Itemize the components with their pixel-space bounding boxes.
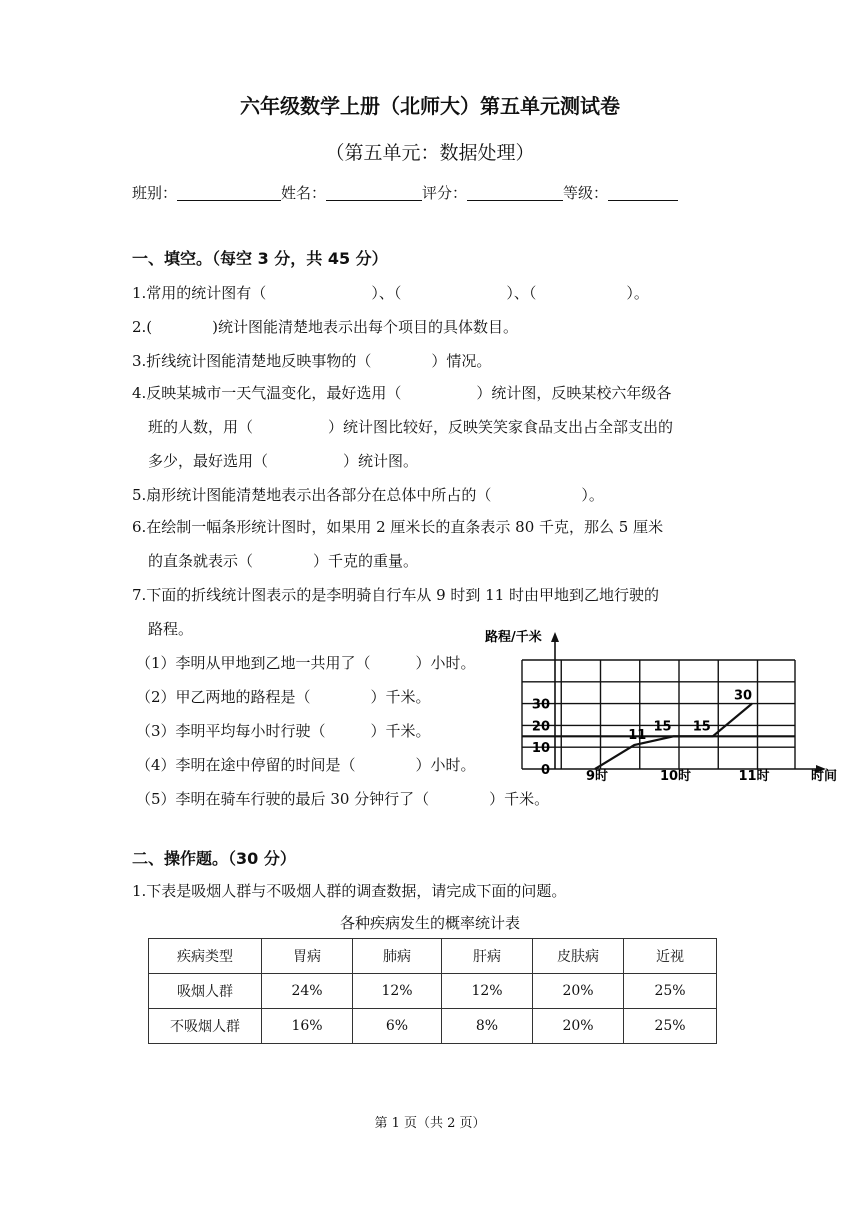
table-row — [149, 1009, 717, 1044]
name-label: 姓名： — [281, 184, 327, 202]
section2-heading: 二、操作题。（30 分） — [132, 849, 296, 868]
table-cell: 6% — [353, 1009, 442, 1044]
question-7-sub5: （5）李明在骑车行驶的最后 30 分钟行了（ ）千米。 — [136, 790, 550, 808]
chart-axes — [522, 632, 826, 773]
table-cell: 吸烟人群 — [149, 974, 262, 1009]
chart-y-tick-label: 0 — [540, 763, 550, 778]
table-cell: 20% — [533, 1009, 624, 1044]
chart-point-label: 11 — [628, 728, 647, 744]
question-7-sub4: （4）李明在途中停留的时间是（ ）小时。 — [136, 756, 476, 774]
question-7-sub1: （1）李明从甲地到乙地一共用了（ ）小时。 — [136, 654, 476, 672]
section2-question-1: 1.下表是吸烟人群与不吸烟人群的调查数据，请完成下面的问题。 — [132, 882, 567, 900]
page-footer: 第 1 页（共 2 页） — [374, 1116, 486, 1131]
chart-y-axis-arrow — [551, 632, 559, 642]
table-header-row — [149, 939, 717, 974]
chart-grid — [522, 660, 795, 769]
page-subtitle: （第五单元：数据处理） — [325, 142, 535, 164]
table-cell: 8% — [442, 1009, 533, 1044]
table-row — [149, 974, 717, 1009]
chart-x-axis-label: 时间 — [811, 769, 838, 784]
chart-y-tick-label: 20 — [531, 719, 550, 735]
question-5: 5.扇形统计图能清楚地表示出各部分在总体中所占的（ ）。 — [132, 486, 604, 504]
table-header-cell: 胃病 — [262, 939, 353, 974]
chart-point-labels — [628, 689, 752, 743]
table-header-cell: 肝病 — [442, 939, 533, 974]
score-label: 评分： — [422, 184, 468, 202]
chart-y-axis-label: 路程/千米 — [485, 630, 542, 645]
section1-heading: 一、填空。（每空 3 分，共 45 分） — [132, 249, 388, 268]
question-7-line2: 路程。 — [148, 620, 194, 638]
table-cell: 24% — [262, 974, 353, 1009]
class-label: 班别： — [132, 184, 178, 202]
question-6-line1: 6.在绘制一幅条形统计图时，如果用 2 厘米长的直条表示 80 千克，那么 5 厘米 — [132, 518, 664, 536]
question-2: 2.( )统计图能清楚地表示出每个项目的具体数目。 — [132, 318, 519, 336]
table-cell: 12% — [353, 974, 442, 1009]
chart-point-label: 15 — [692, 719, 711, 735]
table-caption: 各种疾病发生的概率统计表 — [339, 914, 520, 932]
page-title: 六年级数学上册（北师大）第五单元测试卷 — [240, 94, 620, 118]
chart-x-tick-label: 11时 — [738, 769, 770, 784]
question-4-line3: 多少，最好选用（ ）统计图。 — [148, 452, 419, 470]
question-4-line1: 4.反映某城市一天气温变化，最好选用（ ）统计图，反映某校六年级各 — [132, 384, 672, 402]
chart-y-tick-label: 10 — [531, 741, 550, 757]
table-cell: 不吸烟人群 — [149, 1009, 262, 1044]
chart-x-tick-label: 9时 — [585, 769, 609, 784]
table-header-cell: 肺病 — [353, 939, 442, 974]
table-header-cell: 皮肤病 — [533, 939, 624, 974]
chart-point-label: 15 — [653, 719, 672, 735]
table-cell: 12% — [442, 974, 533, 1009]
question-7-sub2: （2）甲乙两地的路程是（ ）千米。 — [136, 688, 431, 706]
question-7-line1: 7.下面的折线统计图表示的是李明骑自行车从 9 时到 11 时由甲地到乙地行驶的 — [132, 586, 660, 604]
table-cell: 25% — [624, 1009, 717, 1044]
table-cell: 16% — [262, 1009, 353, 1044]
table-header-cell: 近视 — [624, 939, 717, 974]
table-cell: 25% — [624, 974, 717, 1009]
question-3: 3.折线统计图能清楚地反映事物的（ ）情况。 — [132, 352, 492, 370]
disease-probability-table — [148, 938, 717, 1044]
table-cell: 20% — [533, 974, 624, 1009]
question-4-line2: 班的人数，用（ ）统计图比较好，反映笑笑家食品支出占全部支出的 — [148, 418, 674, 436]
table-header-cell: 疾病类型 — [149, 939, 262, 974]
grade-label: 等级： — [563, 184, 609, 202]
chart-y-tick-label: 30 — [531, 697, 550, 713]
chart-x-tick-label: 10时 — [659, 769, 692, 784]
question-6-line2: 的直条就表示（ ）千克的重量。 — [148, 552, 419, 570]
question-7-sub3: （3）李明平均每小时行驶（ ）千米。 — [136, 722, 431, 740]
question-1: 1.常用的统计图有（ ）、（ ）、（ ）。 — [132, 284, 649, 302]
chart-point-label: 30 — [734, 688, 753, 704]
